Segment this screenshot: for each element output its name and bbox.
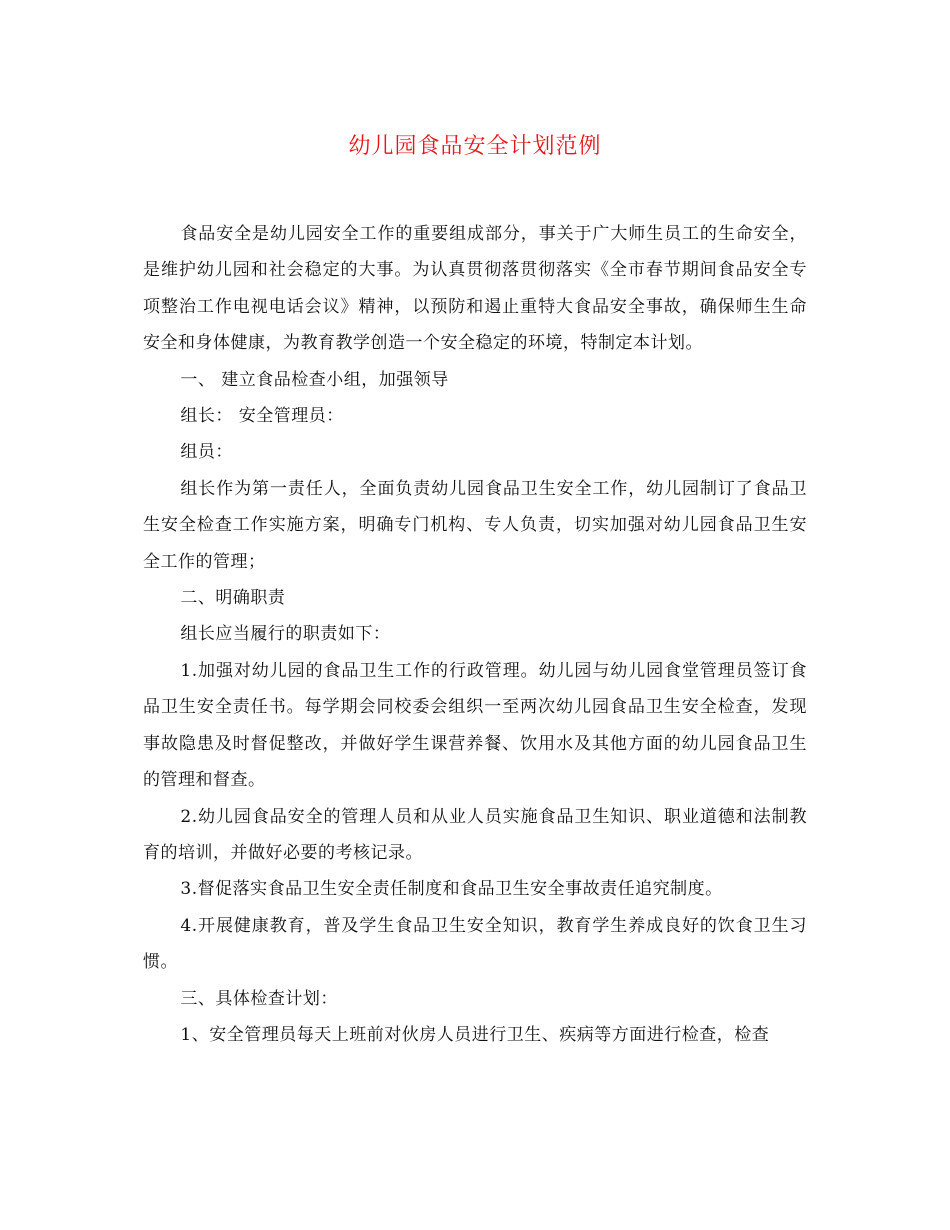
section-heading-3: 三、具体检查计划： [180,988,338,1009]
paragraph-leader-responsibility: 组长作为第一责任人，全面负责幼儿园食品卫生安全工作，幼儿园制订了食品卫生安全检查工作实施方案，明确专门机构、专人负责，切实加强对幼儿园食品卫生安全工作的管理； [143,478,807,572]
paragraph-group-leader: 组长： 安全管理员： [180,406,344,427]
list-item-duty-4: 4.开展健康教育，普及学生食品卫生安全知识，教育学生养成良好的饮食卫生习惯。 [143,915,807,973]
document-title: 幼儿园食品安全计划范例 [348,134,602,159]
list-item-duty-3: 3.督促落实食品卫生安全责任制度和食品卫生安全事故责任追究制度。 [180,879,723,900]
list-item-plan-1: 1、安全管理员每天上班前对伙房人员进行卫生、疾病等方面进行检查，检查 [180,1024,770,1045]
paragraph-intro: 食品安全是幼儿园安全工作的重要组成部分，事关于广大师生员工的生命安全，是维护幼儿园和社会稳定的大事。为认真贯彻落贯彻落实《全市春节期间食品安全专项整治工作电视电话会议》精神，以预防和遏止重特大食品安全事故，确保师生生命安全和身体健康，为教育教学创造一个安全稳定的环境，特制定本计划。 [143,224,807,354]
list-item-duty-2: 2.幼儿园食品安全的管理人员和从业人员实施食品卫生知识、职业道德和法制教育的培训，并做好必要的考核记录。 [143,806,807,863]
document-body [143,216,807,1053]
list-item-duty-1: 1.加强对幼儿园的食品卫生工作的行政管理。幼儿园与幼儿园食堂管理员签订食品卫生安全责任书。每学期会同校委会组织一至两次幼儿园食品卫生安全检查，发现事故隐患及时督促整改，并做好学生课营养餐、饮用水及其他方面的幼儿园食品卫生的管理和督查。 [143,660,807,791]
paragraph-group-members: 组员： [180,442,233,463]
section-heading-1: 一、 建立食品检查小组，加强领导 [180,369,449,390]
paragraph-duties-intro: 组长应当履行的职责如下： [180,624,391,645]
section-heading-2: 二、明确职责 [180,588,286,609]
